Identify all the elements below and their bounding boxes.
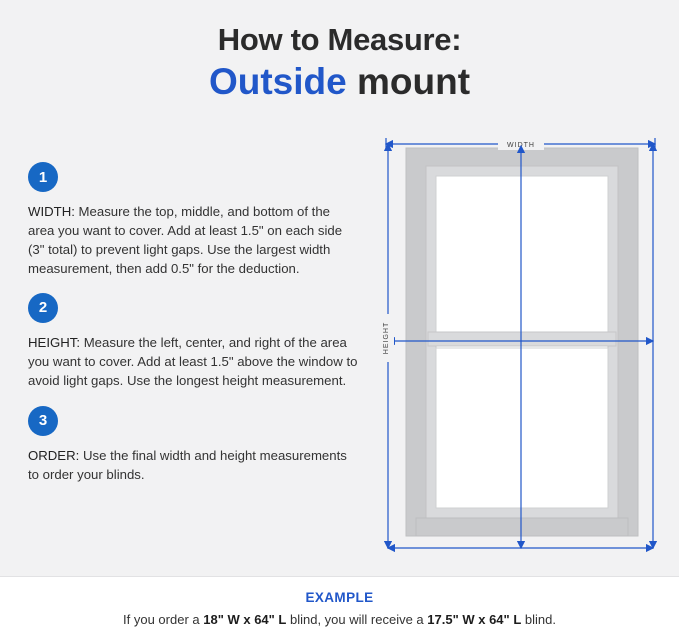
steps-list [28,162,373,502]
step-2-label: HEIGHT: [28,334,81,350]
step-3-badge: 3 [28,406,58,436]
step-2-text [28,333,358,390]
title-emphasis: Outside [208,60,347,102]
step-1-badge: 1 [28,162,58,192]
title-line-1: How to Measure: [217,22,462,57]
step-1-label: WIDTH: [28,204,75,219]
page-title [0,22,679,104]
example-received-size: 17.5" W x 64" L [427,612,522,627]
width-dimension-label: WIDTH [507,142,535,149]
example-prefix: If you order a [123,612,204,627]
step-3 [28,406,373,484]
title-line-2 [0,60,679,104]
step-3-body: Use the final width and height measurements to order your blinds. [28,447,347,483]
example-middle: blind, you will receive a [286,612,428,627]
title-rest: mount [346,60,471,102]
step-1 [28,162,373,279]
example-footer [0,576,679,644]
example-heading: EXAMPLE [305,590,374,605]
step-1-body: Measure the top, middle, and bottom of the area you want to cover. Add at least 1.5" on each side (3" total) to prevent light gaps. Use the largest width measurement, then add 0.5" for the deduction. [28,204,343,277]
height-dimension-label: HEIGHT [383,321,390,355]
step-3-label: ORDER: [28,447,80,463]
example-suffix: blind. [521,612,556,627]
step-2 [28,293,373,390]
step-3-text [28,446,358,484]
step-1-text [28,202,358,279]
example-order-size: 18" W x 64" L [203,612,287,627]
example-text [0,612,679,627]
step-2-badge: 2 [28,293,58,323]
step-2-body: Measure the left, center, and right of the area you want to cover. Add at least 1.5" above the window to avoid light gaps. Use the longest height measurement. [28,334,358,388]
window-measurement-diagram [378,136,663,561]
